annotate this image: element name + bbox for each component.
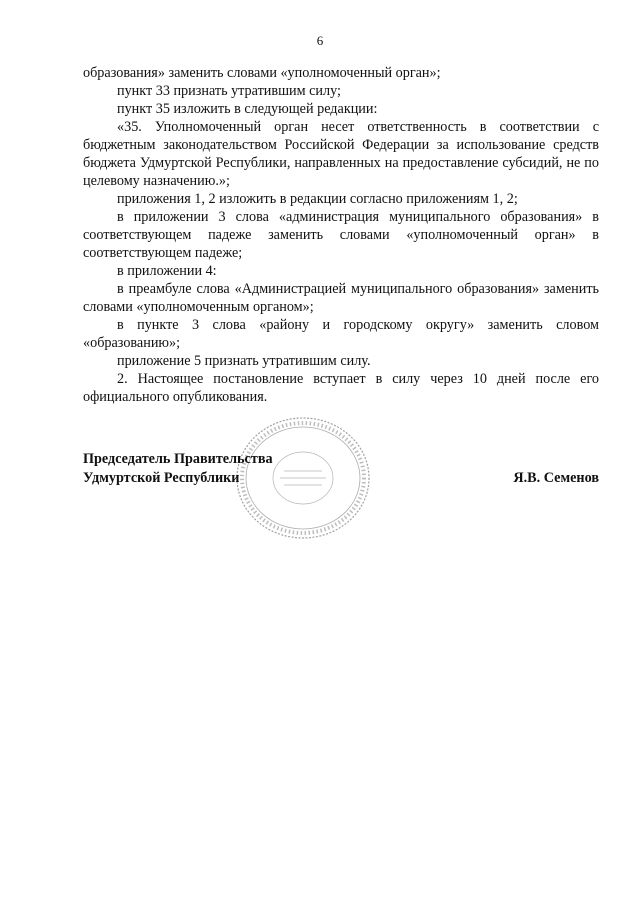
paragraph-2: пункт 33 признать утратившим силу; (117, 83, 341, 99)
paragraph-7: в приложении 4: (117, 263, 217, 279)
paragraph-11: 2. Настоящее постановление вступает в силу через 10 дней после его официального опубликования. (83, 371, 599, 405)
document-body (83, 64, 599, 406)
signatory-title (83, 450, 273, 488)
paragraph-10: приложение 5 признать утратившим силу. (117, 353, 371, 369)
paragraph-8: в преамбуле слова «Администрацией муниципального образования» заменить словами «уполномоченным органом»; (83, 281, 599, 315)
signatory-name: Я.В. Семенов (513, 470, 599, 486)
page-number: 6 (316, 33, 324, 48)
paragraph-5: приложения 1, 2 изложить в редакции согласно приложениям 1, 2; (117, 191, 518, 207)
paragraph-9: в пункте 3 слова «району и городскому округу» заменить словом «образованию»; (83, 317, 599, 351)
paragraph-3: пункт 35 изложить в следующей редакции: (117, 101, 378, 117)
signatory-title-line-1: Председатель Правительства (83, 451, 273, 467)
paragraph-6: в приложении 3 слова «администрация муниципального образования» в соответствующем падеже заменить словами «уполномоченный орган» в соответствующем падеже; (83, 209, 599, 261)
paragraph-1: образования» заменить словами «уполномоченный орган»; (83, 65, 441, 81)
signatory-title-line-2: Удмуртской Республики (83, 470, 240, 486)
paragraph-4: «35. Уполномоченный орган несет ответственность в соответствии с бюджетным законодательством Российской Федерации за использование средств бюджета Удмуртской Республики, направленных на предоставление субсидий, не по целевому назначению.»; (83, 119, 599, 189)
